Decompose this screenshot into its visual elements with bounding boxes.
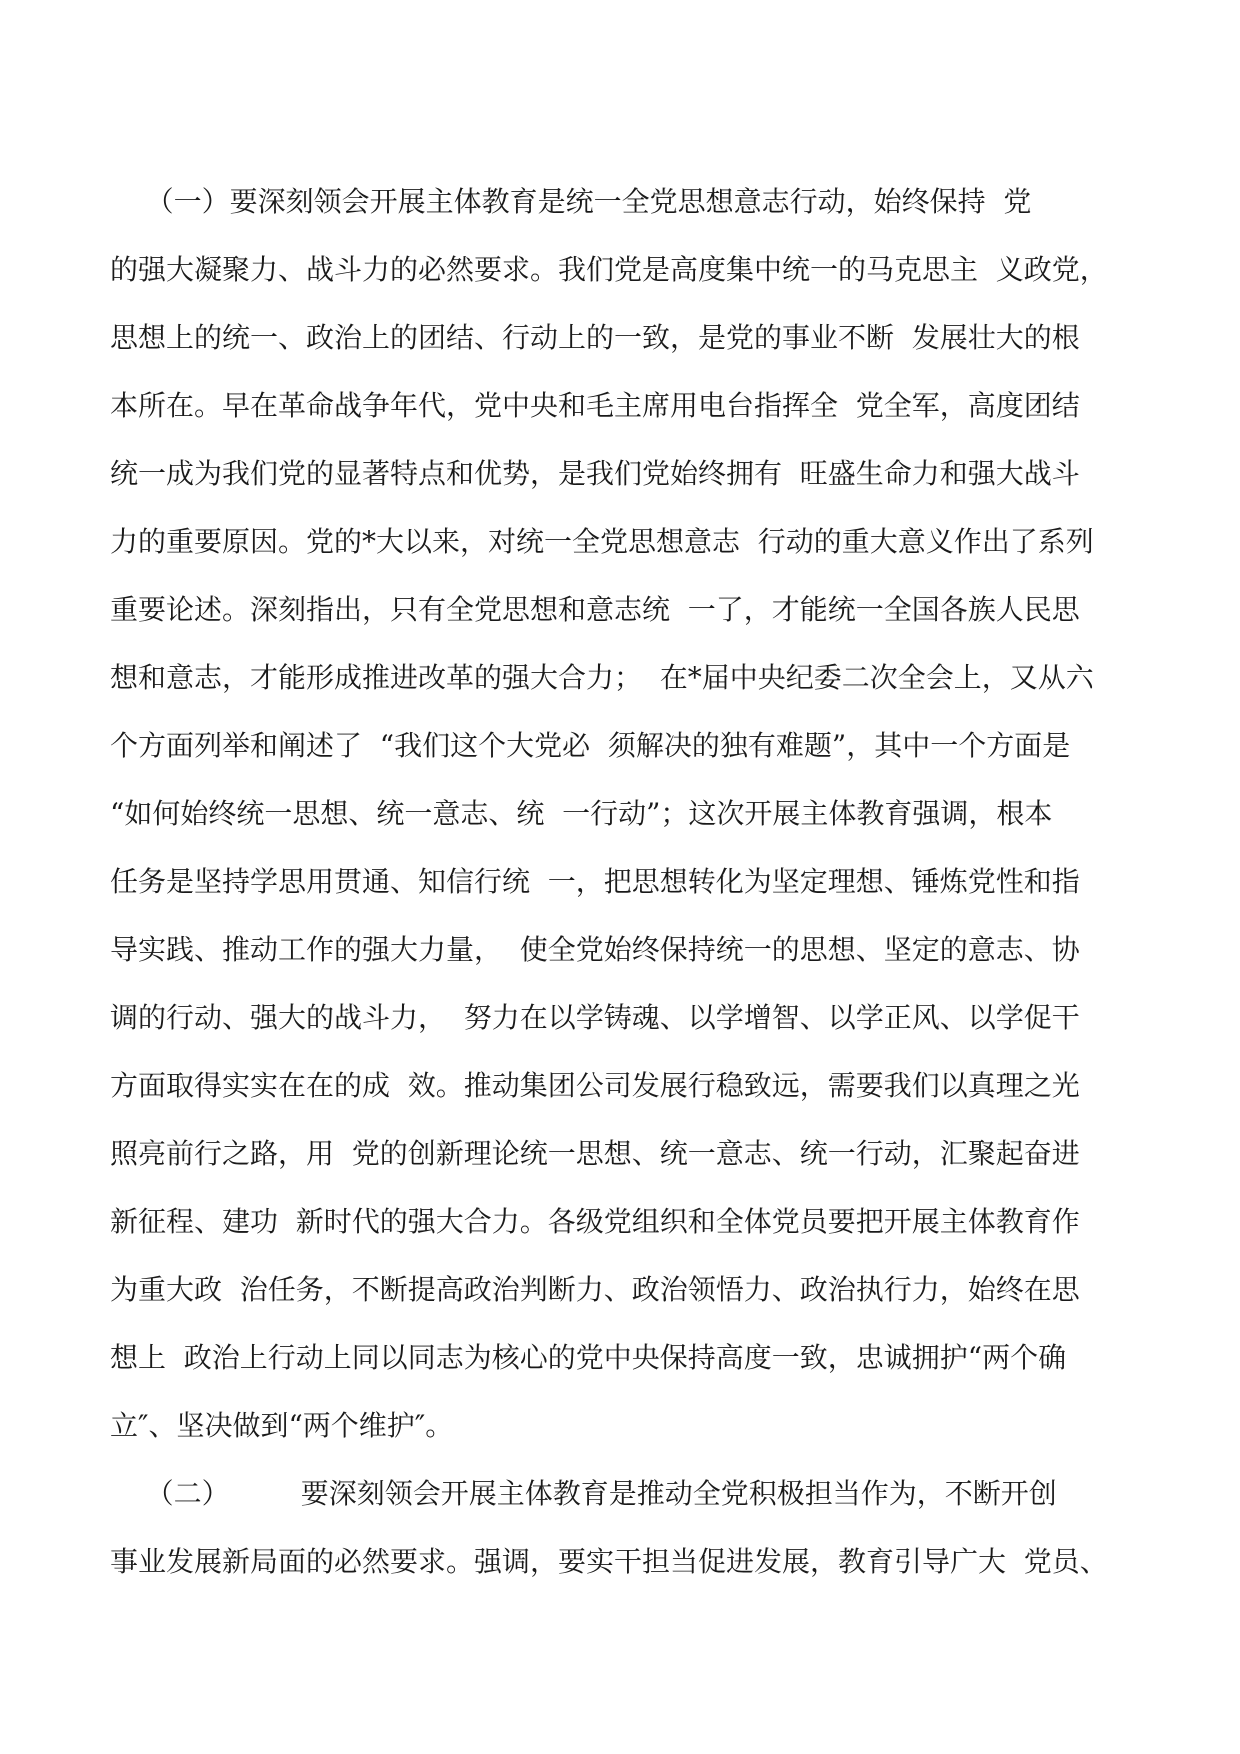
text-line: 事业发展新局面的必然要求。强调，要实干担当促进发展，教育引导广大 党员、 <box>110 1545 1108 1578</box>
text-line: 导实践、推动工作的强大力量， 使全党始终保持统一的思想、坚定的意志、协 <box>110 933 1080 966</box>
paragraph-1 <box>110 168 1130 1460</box>
text-line: 方面取得实实在在的成 效。推动集团公司发展行稳致远，需要我们以真理之光 <box>110 1069 1080 1102</box>
text-line: 思想上的统一、政治上的团结、行动上的一致，是党的事业不断 发展壮大的根 <box>110 321 1080 354</box>
text-line: 个方面列举和阐述了 “我们这个大党必 须解决的独有难题”，其中一个方面是 <box>110 729 1071 762</box>
text-line: 想和意志，才能形成推进改革的强大合力； 在*届中央纪委二次全会上，又从六 <box>110 661 1094 694</box>
text-line: （二） 要深刻领会开展主体教育是推动全党积极担当作为，不断开创 <box>110 1477 1057 1510</box>
text-line: 任务是坚持学思用贯通、知信行统 一，把思想转化为坚定理想、锤炼党性和指 <box>110 865 1080 898</box>
text-line: “如何始终统一思想、统一意志、统 一行动”；这次开展主体教育强调，根本 <box>110 797 1053 830</box>
text-line: 力的重要原因。党的*大以来，对统一全党思想意志 行动的重大意义作出了系列 <box>110 525 1094 558</box>
text-line: 照亮前行之路，用 党的创新理论统一思想、统一意志、统一行动，汇聚起奋进 <box>110 1137 1080 1170</box>
text-line: （一）要深刻领会开展主体教育是统一全党思想意志行动，始终保持 党 <box>110 185 1032 218</box>
document-body <box>110 168 1130 1596</box>
text-line: 新征程、建功 新时代的强大合力。各级党组织和全体党员要把开展主体教育作 <box>110 1205 1080 1238</box>
text-line: 重要论述。深刻指出，只有全党思想和意志统 一了，才能统一全国各族人民思 <box>110 593 1080 626</box>
text-line: 调的行动、强大的战斗力， 努力在以学铸魂、以学增智、以学正风、以学促干 <box>110 1001 1080 1034</box>
text-line: 统一成为我们党的显著特点和优势，是我们党始终拥有 旺盛生命力和强大战斗 <box>110 457 1080 490</box>
text-line: 本所在。早在革命战争年代，党中央和毛主席用电台指挥全 党全军，高度团结 <box>110 389 1080 422</box>
text-line: 的强大凝聚力、战斗力的必然要求。我们党是高度集中统一的马克思主 义政党， <box>110 253 1108 286</box>
text-line: 为重大政 治任务，不断提高政治判断力、政治领悟力、政治执行力，始终在思 <box>110 1273 1080 1306</box>
paragraph-2 <box>110 1460 1130 1596</box>
text-line: 想上 政治上行动上同以同志为核心的党中央保持高度一致，忠诚拥护“两个确 <box>110 1341 1067 1374</box>
text-line: 立″、坚决做到“两个维护″。 <box>110 1409 454 1442</box>
